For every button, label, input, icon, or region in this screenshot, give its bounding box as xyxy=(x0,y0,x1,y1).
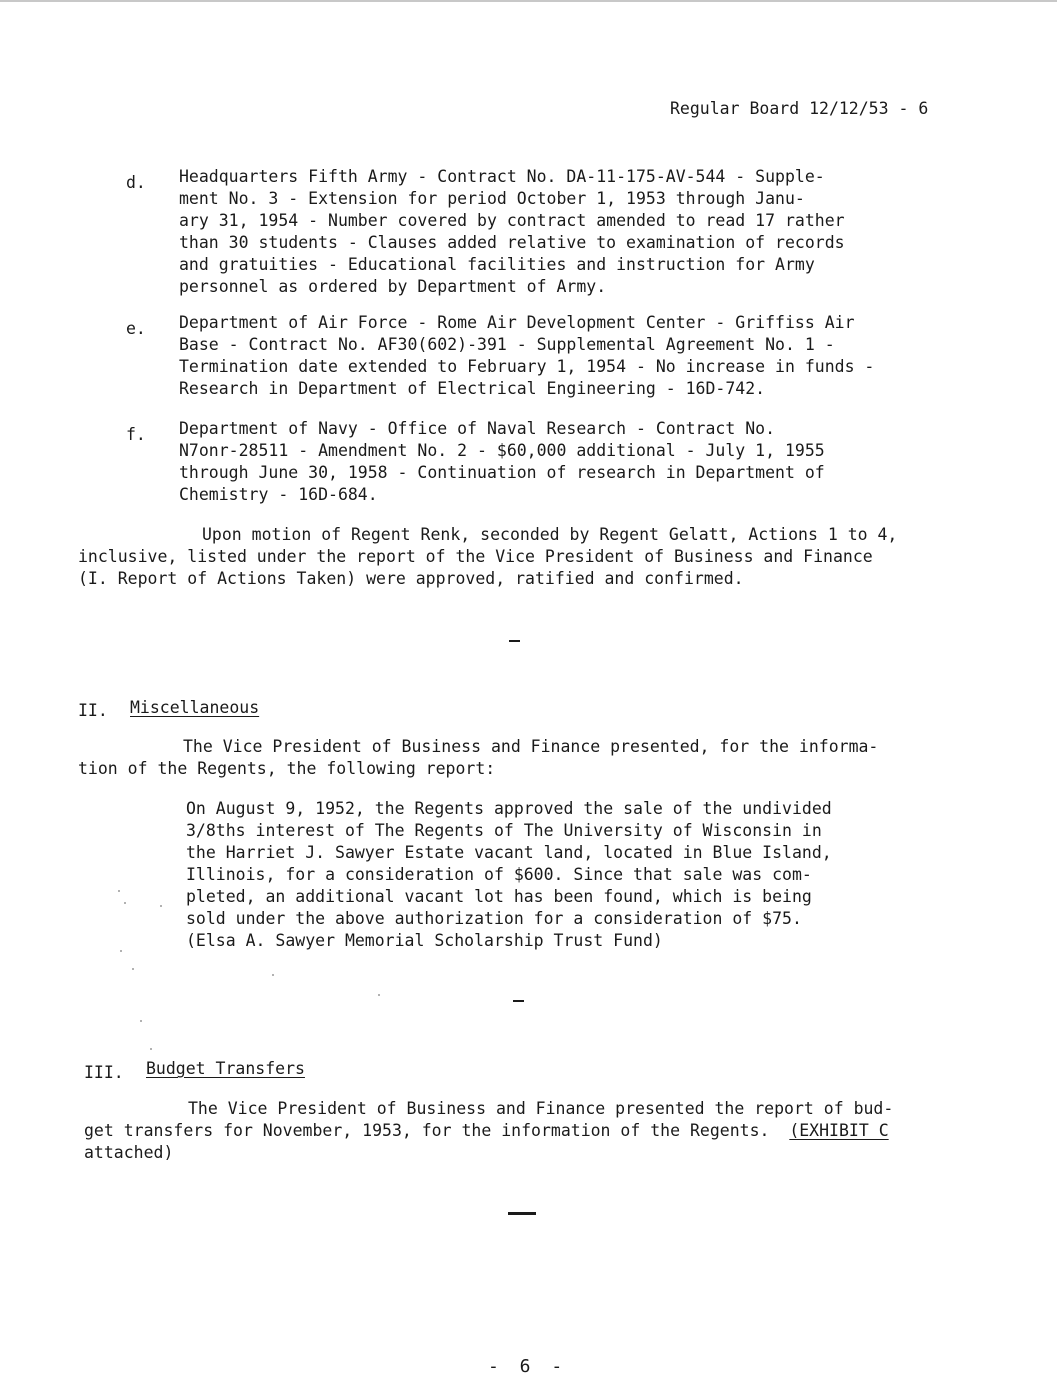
scan-speck xyxy=(140,1020,142,1022)
scan-speck xyxy=(378,994,380,996)
report-line: 3/8ths interest of The Regents of The University of Wisconsin in xyxy=(186,821,822,840)
report-line: pleted, an additional vacant lot has been found, which is being xyxy=(186,887,812,906)
separator-dash xyxy=(508,1212,536,1215)
item-line: Base - Contract No. AF30(602)-391 - Supplemental Agreement No. 1 - xyxy=(179,335,835,354)
scan-speck xyxy=(132,968,134,970)
paragraph-line: (I. Report of Actions Taken) were approved, ratified and confirmed. xyxy=(78,569,744,588)
report-line: sold under the above authorization for a consideration of $75. xyxy=(186,909,802,928)
section-number-ii: II. xyxy=(78,701,108,720)
item-line: Chemistry - 16D-684. xyxy=(179,485,378,504)
section-number-iii: III. xyxy=(84,1063,124,1082)
item-line: Termination date extended to February 1, 1954 - No increase in funds - xyxy=(179,357,875,376)
item-line: Research in Department of Electrical Engineering - 16D-742. xyxy=(179,379,766,398)
paragraph-line: The Vice President of Business and Finance presented the report of bud- xyxy=(188,1099,894,1118)
separator-dash xyxy=(513,1000,524,1002)
item-line: Headquarters Fifth Army - Contract No. DA-11-175-AV-544 - Supple- xyxy=(179,167,825,186)
item-line: personnel as ordered by Department of Army. xyxy=(179,277,607,296)
section-title-budget-transfers: Budget Transfers xyxy=(146,1059,305,1078)
report-line: (Elsa A. Sawyer Memorial Scholarship Trust Fund) xyxy=(186,931,663,950)
paragraph-line: attached) xyxy=(84,1143,174,1162)
item-body-d xyxy=(179,166,845,298)
scan-speck xyxy=(118,890,120,892)
report-line: the Harriet J. Sawyer Estate vacant land, located in Blue Island, xyxy=(186,843,832,862)
report-line: On August 9, 1952, the Regents approved the sale of the undivided xyxy=(186,799,832,818)
scan-speck xyxy=(124,902,126,904)
section-title-miscellaneous: Miscellaneous xyxy=(130,698,260,717)
motion-paragraph xyxy=(78,524,897,590)
section-iii-body xyxy=(84,1098,893,1164)
separator-dash xyxy=(509,640,520,642)
running-title: Regular Board 12/12/53 - 6 xyxy=(670,99,929,118)
section-ii-intro xyxy=(78,736,878,780)
item-line: than 30 students - Clauses added relative to examination of records xyxy=(179,233,845,252)
page-number: - 6 - xyxy=(488,1356,563,1377)
scan-speck xyxy=(120,950,122,952)
item-line: and gratuities - Educational facilities and instruction for Army xyxy=(179,255,815,274)
item-label-f: f. xyxy=(126,425,146,444)
exhibit-reference: (EXHIBIT C xyxy=(789,1121,889,1140)
item-line: ary 31, 1954 - Number covered by contract amended to read 17 rather xyxy=(179,211,845,230)
paragraph-line: inclusive, listed under the report of the Vice President of Business and Finance xyxy=(78,547,873,566)
item-label-d: d. xyxy=(126,173,146,192)
section-ii-report xyxy=(186,798,832,952)
item-line: Department of Air Force - Rome Air Development Center - Griffiss Air xyxy=(179,313,855,332)
paragraph-line xyxy=(84,1120,893,1142)
item-body-f xyxy=(179,418,825,506)
scan-speck xyxy=(160,905,162,907)
item-line: through June 30, 1958 - Continuation of research in Department of xyxy=(179,463,825,482)
paragraph-text: get transfers for November, 1953, for the information of the Regents. xyxy=(84,1121,770,1140)
scan-speck xyxy=(272,974,274,976)
page-edge-line xyxy=(0,0,1057,2)
paragraph-line: The Vice President of Business and Finance presented, for the informa- xyxy=(183,737,879,756)
report-line: Illinois, for a consideration of $600. Since that sale was com- xyxy=(186,865,812,884)
item-line: Department of Navy - Office of Naval Research - Contract No. xyxy=(179,419,776,438)
item-body-e xyxy=(179,312,874,400)
item-label-e: e. xyxy=(126,319,146,338)
item-line: ment No. 3 - Extension for period October 1, 1953 through Janu- xyxy=(179,189,805,208)
scan-speck xyxy=(150,1048,152,1050)
item-line: N7onr-28511 - Amendment No. 2 - $60,000 additional - July 1, 1955 xyxy=(179,441,825,460)
paragraph-line: Upon motion of Regent Renk, seconded by Regent Gelatt, Actions 1 to 4, xyxy=(202,525,898,544)
paragraph-line: tion of the Regents, the following report: xyxy=(78,759,496,778)
